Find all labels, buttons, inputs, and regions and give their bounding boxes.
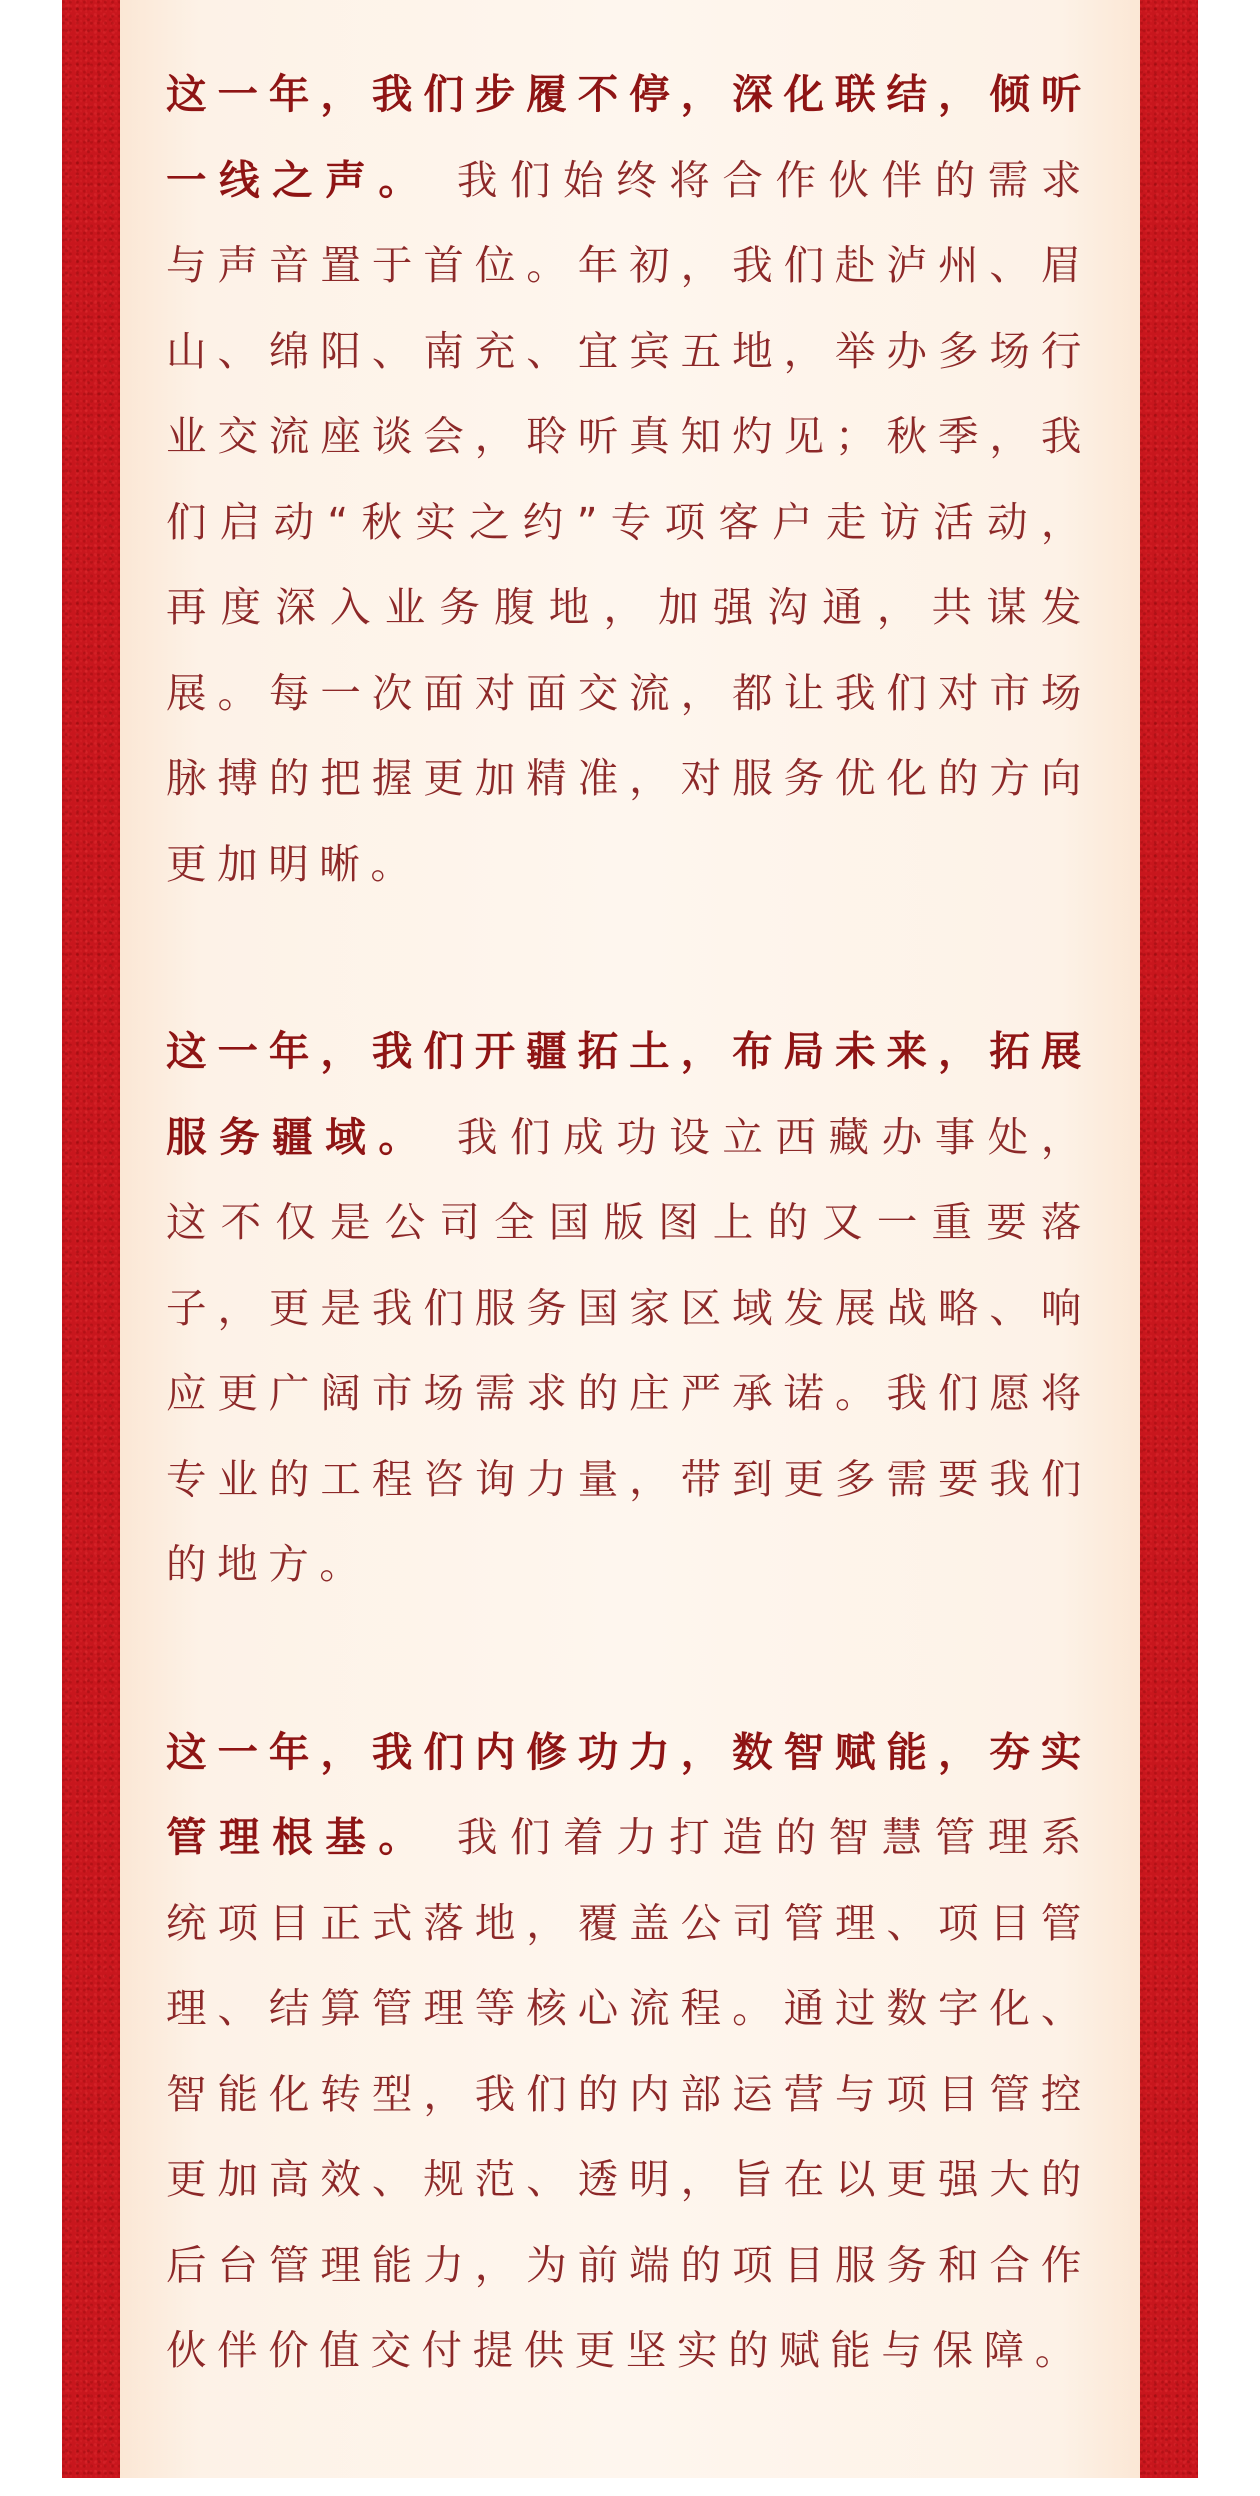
paragraph-body: 我们成功设立西藏办事处，这不仅是公司全国版图上的又一重要落子，更是我们服务国家区域发展战略、响应更广阔市场需求的庄严承诺。我们愿将专业的工程咨询力量，带到更多需要我们的地方。 xyxy=(166,1112,1092,1588)
article-content xyxy=(166,52,1092,2496)
paragraph-outreach xyxy=(166,52,1092,907)
paragraph-lead: 这一年，我们内修功力，数智赋能，夯实管理根基。 xyxy=(166,1727,1092,1861)
paragraph-body: 我们始终将合作伙伴的需求与声音置于首位。年初，我们赴泸州、眉山、绵阳、南充、宜宾五地，举办多场行业交流座谈会，聆听真知灼见；秋季，我们启动“秋实之约”专项客户走访活动，再度深入业务腹地，加强沟通，共谋发展。每一次面对面交流，都让我们对市场脉搏的把握更加精准，对服务优化的方向更加明晰。 xyxy=(166,155,1092,888)
paragraph-lead: 这一年，我们步履不停，深化联结，倾听一线之声。 xyxy=(166,70,1092,204)
paragraph-lead: 这一年，我们开疆拓土，布局未来，拓展服务疆域。 xyxy=(166,1027,1092,1161)
paragraph-body: 我们着力打造的智慧管理系统项目正式落地，覆盖公司管理、项目管理、结算管理等核心流程。通过数字化、智能化转型，我们的内部运营与项目管控更加高效、规范、透明，旨在以更强大的后台管理能力，为前端的项目服务和合作伙伴价值交付提供更坚实的赋能与保障。 xyxy=(166,1813,1092,2374)
paragraph-digital xyxy=(166,1710,1092,2394)
paragraph-expansion xyxy=(166,1009,1092,1608)
